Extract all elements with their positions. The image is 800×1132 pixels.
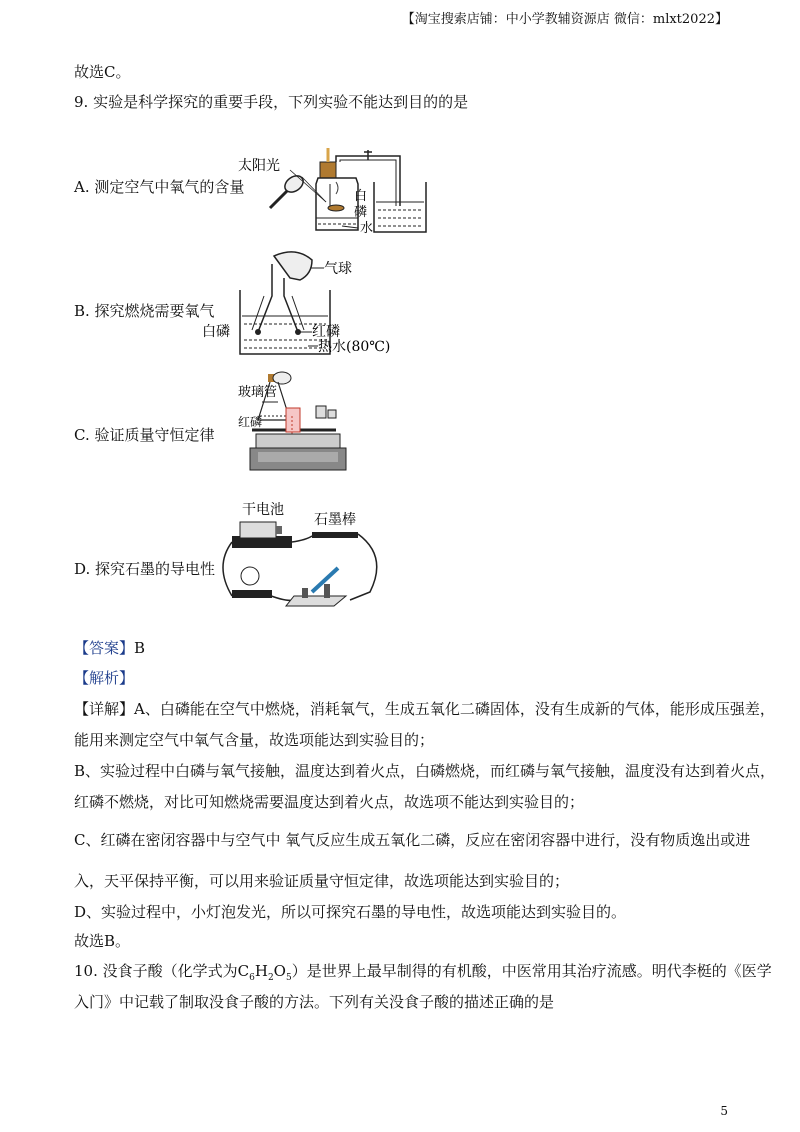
detail-d-line-1: D、实验过程中，小灯泡发光，所以可探究石墨的导电性，故选项能达到实验目的。 [74,903,627,921]
analysis-tag: 【解析】 [74,669,135,687]
detail-b-line-2: 红磷不燃烧，对比可知燃烧需要温度达到着火点，故选项不能达到实验目的； [74,793,585,811]
option-a-label: A. 测定空气中氧气的含量 [74,178,245,196]
detail-a-text-1: A、白磷能在空气中燃烧，消耗氧气，生成五氧化二磷固体，没有生成新的气体，能形成压强差， [134,700,775,718]
fig-a-water-label: 水 [360,221,374,236]
answer-value: B [134,639,146,657]
detail-c-line-2: 入，天平保持平衡，可以用来验证质量守恒定律，故选项能达到实验目的； [74,872,570,890]
answer-line [74,638,145,658]
question-10-line-2: 入门》中记载了制取没食子酸的方法。下列有关没食子酸的描述正确的是 [74,993,555,1011]
page-header: 【淘宝搜索店铺：中小学教辅资源店 微信：mlxt2022】 [401,12,728,27]
fig-b-hot-water-label: 热水(80℃) [318,339,391,355]
fig-d-graphite-label: 石墨棒 [314,512,356,528]
q10-pre: 10. 没食子酸（化学式为 [74,962,238,980]
answer-tag: 【答案】 [74,639,135,657]
detail-b-line-1: B、实验过程中白磷与氧气接触，温度达到着火点，白磷燃烧，而红磷与氧气接触，温度没有达到着火点， [74,762,776,780]
fig-a-white-label: 白 [354,189,368,204]
q10-post: ）是世界上最早制得的有机酸，中医常用其治疗流感。明代李梃的《医学 [291,962,772,980]
detail-a-line-1 [74,699,775,719]
q10-formula: $C_6H_2O_5$ [237,962,292,983]
question-10-line-1 [74,961,772,988]
question-9-stem: 9. 实验是科学探究的重要手段，下列实验不能达到目的的是 [74,93,469,111]
option-b-label: B. 探究燃烧需要氧气 [74,302,215,320]
previous-conclusion: 故选C。 [74,63,131,81]
fig-c-red-phosphorus-label: 红磷 [238,415,263,429]
detail-conclusion: 故选B。 [74,932,131,950]
option-c-label: C. 验证质量守恒定律 [74,426,215,444]
fig-c-glass-tube-label: 玻璃管 [238,385,278,400]
fig-b-balloon-label: 气球 [324,261,352,277]
figure-c-balance [232,366,362,482]
fig-b-red-phosphorus-label: 红磷 [312,324,340,340]
fig-a-sunlight-label: 太阳光 [238,158,280,174]
page-number: 5 [720,1104,728,1118]
figure-d-circuit [210,496,390,612]
detail-a-line-2: 能用来测定空气中氧气含量，故选项能达到实验目的； [74,731,435,749]
figure-b-combustion [200,250,420,360]
fig-b-white-phosphorus-label: 白磷 [202,324,230,340]
detail-tag: 【详解】 [74,700,135,718]
option-d-label: D. 探究石墨的导电性 [74,560,216,578]
detail-c-line-1: C、红磷在密闭容器中与空气中 氧气反应生成五氧化二磷，反应在密闭容器中进行，没有物质逸出或进 [74,831,751,849]
figure-a-oxygen-measure [232,144,492,244]
fig-d-battery-label: 干电池 [242,502,284,518]
fig-a-phosphorus-label: 磷 [354,205,368,220]
